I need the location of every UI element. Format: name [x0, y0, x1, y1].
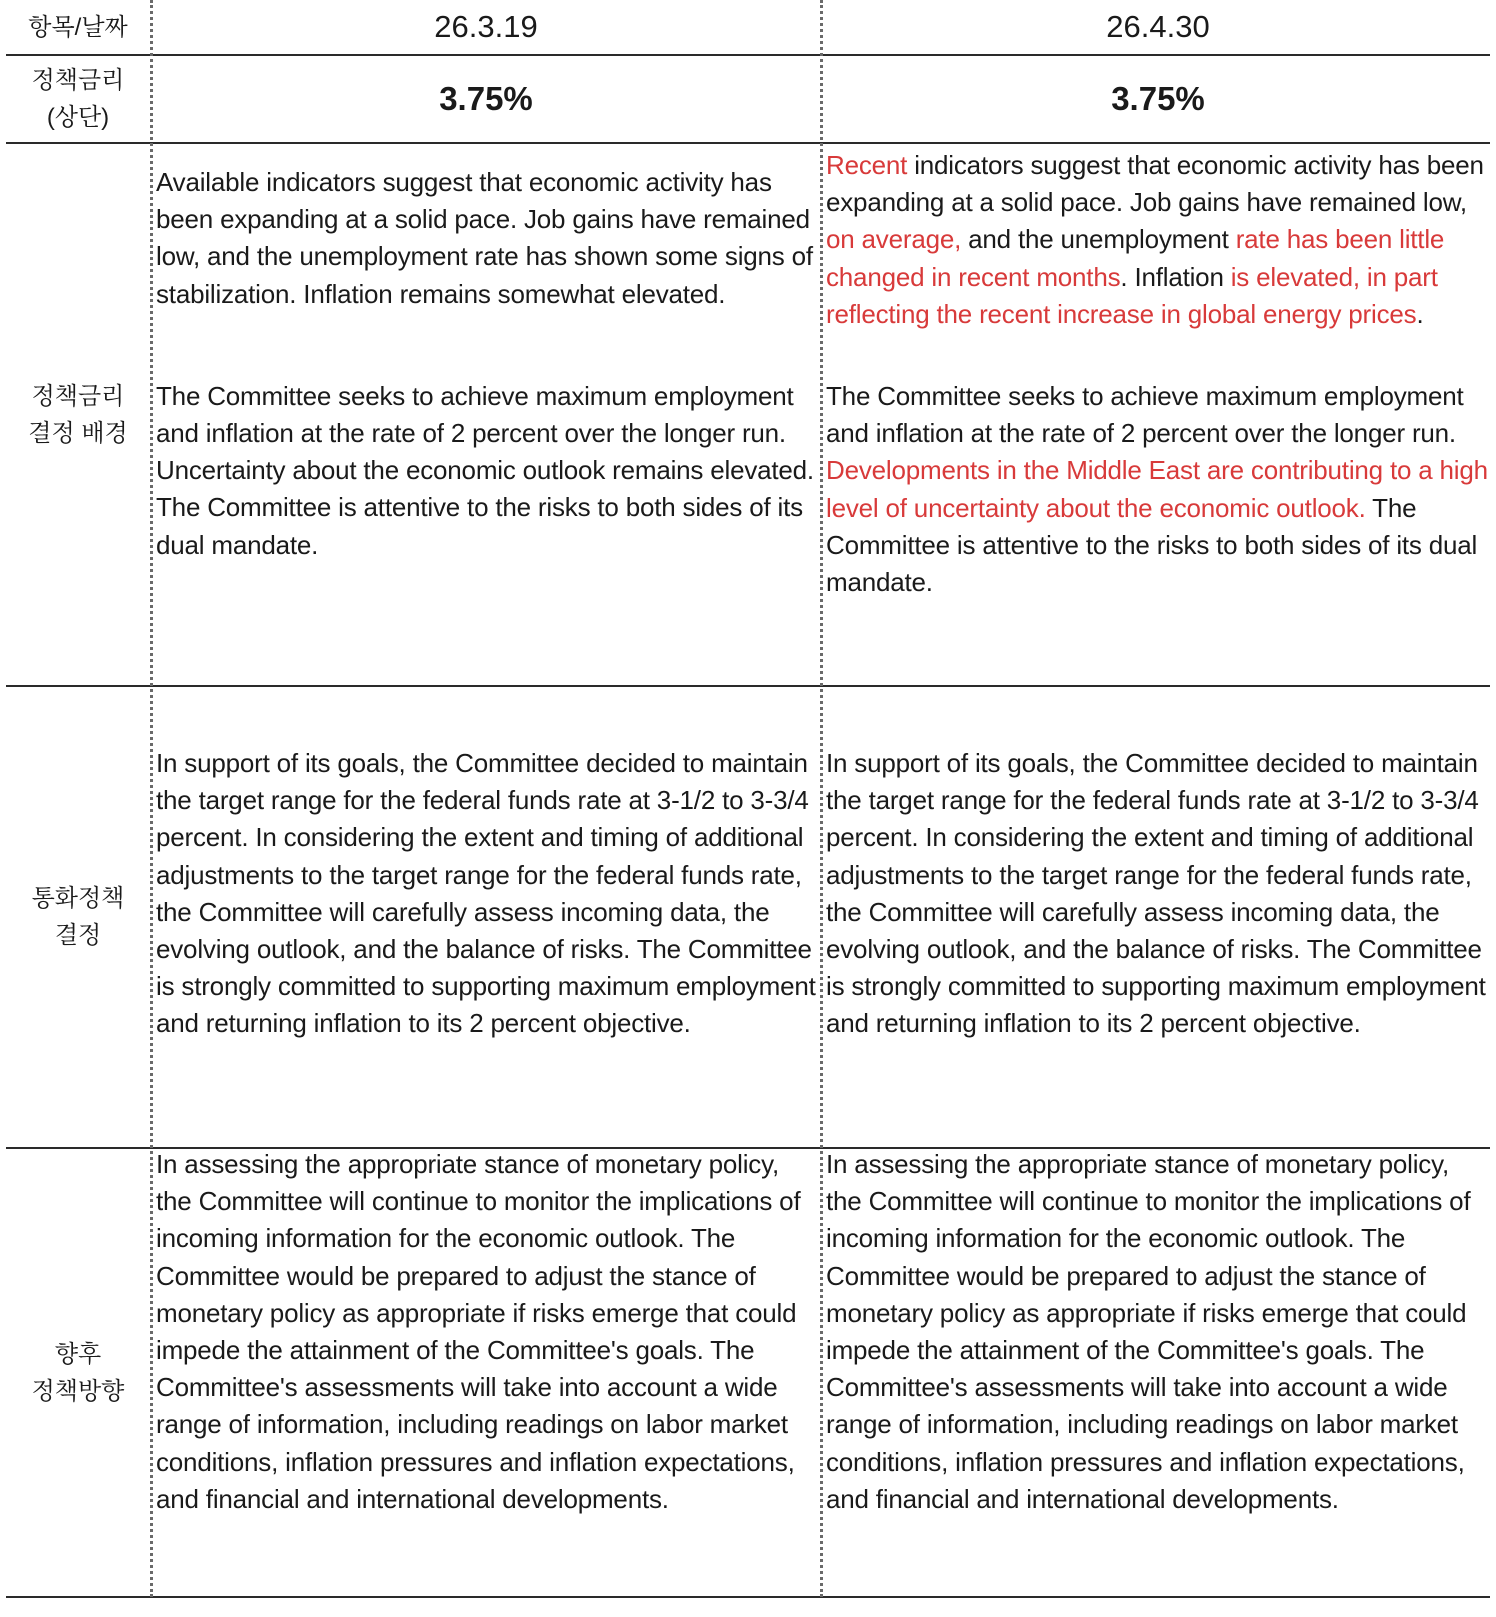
decision-cell-1: In support of its goals, the Committee decided to maintain the target range for the federal funds rate at 3-1/2 to 3-3/4 percent. In considering the extent and timing of additional adjustments to the target range for the federal funds rate, the Committee will carefully assess incoming data, the evolving outlook, and the balance of risks. The Committee is strongly committed to supporting maximum employment and returning inflation to its 2 percent objective. [156, 748, 816, 1039]
decision-label: 통화정책 결정 [31, 885, 125, 949]
background-label: 정책금리 결정 배경 [28, 382, 128, 447]
background-paragraph-1: Available indicators suggest that economic activity has been expanding at a solid pace. Job gains have remained low, and the unemployment rate has shown some signs of stabilization. Inflation remains somewhat elevated. [156, 167, 813, 309]
revised-segment: Recent [826, 150, 908, 180]
text-segment: and the unemployment [961, 224, 1236, 255]
background-cell-1 [156, 164, 816, 564]
text-segment: . Inflation [1120, 261, 1231, 292]
policy-rate-label: 정책금리 (상단) [31, 67, 125, 131]
revised-segment: on average, [826, 224, 962, 255]
background-cell-2 [826, 147, 1490, 601]
text-segment: . [1416, 298, 1424, 329]
policy-rate-value-2: 3.75% [1111, 80, 1205, 117]
header-date-1: 26.3.19 [434, 9, 538, 44]
revised-segment: Developments in the Middle East are contributing to a high level of uncertainty about the economic outlook. [826, 455, 1488, 523]
outlook-cell-2: In assessing the appropriate stance of monetary policy, the Committee will continue to monitor the implications of incoming information for the economic outlook. The Committee would be prepared to adjust the stance of monetary policy as appropriate if risks emerge that could impede the attainment of the Committee's goals. The Committee's assessments will take into account a wide range of information, including readings on labor market conditions, inflation pressures and inflation expectations, and financial and international developments. [826, 1149, 1471, 1514]
policy-rate-value-1: 3.75% [439, 80, 533, 117]
outlook-label: 향후 정책방향 [31, 1340, 125, 1405]
background-paragraph-2: The Committee seeks to achieve maximum employment and inflation at the rate of 2 percent over the longer run. Uncertainty about the economic outlook remains elevated. The Committee is attentive to the risks to both sides of its dual mandate. [156, 380, 814, 560]
revised-segment: is elevated, in part reflecting the recent increase in global energy prices [826, 261, 1438, 329]
revised-segment: rate has been little changed in recent months [826, 224, 1445, 292]
outlook-cell-1: In assessing the appropriate stance of monetary policy, the Committee will continue to monitor the implications of incoming information for the economic outlook. The Committee would be prepared to adjust the stance of monetary policy as appropriate if risks emerge that could impede the attainment of the Committee's goals. The Committee's assessments will take into account a wide range of information, including readings on labor market conditions, inflation pressures and inflation expectations, and financial and international developments. [156, 1149, 801, 1514]
text-segment: The Committee is attentive to the risks to both sides of its dual mandate. [826, 492, 1478, 598]
rate-rule [6, 142, 1490, 144]
text-segment: indicators suggest that economic activity has been expanding at a solid pace. Job gains have remained low, [826, 150, 1484, 218]
text-segment: The Committee seeks to achieve maximum employment and inflation at the rate of 2 percent over the longer run. [826, 381, 1464, 449]
header-date-2: 26.4.30 [1106, 9, 1210, 44]
column-divider-2 [820, 0, 823, 1597]
column-divider-1 [150, 0, 153, 1597]
background-revised-paragraph-2 [826, 378, 1490, 601]
background-revised-paragraph-1 [826, 147, 1490, 333]
bottom-rule [6, 1596, 1490, 1598]
header-item-label: 항목/날짜 [28, 13, 128, 41]
background-rule [6, 685, 1490, 687]
decision-cell-2: In support of its goals, the Committee decided to maintain the target range for the federal funds rate at 3-1/2 to 3-3/4 percent. In considering the extent and timing of additional adjustments to the target range for the federal funds rate, the Committee will carefully assess incoming data, the evolving outlook, and the balance of risks. The Committee is strongly committed to supporting maximum employment and returning inflation to its 2 percent objective. [826, 748, 1486, 1039]
